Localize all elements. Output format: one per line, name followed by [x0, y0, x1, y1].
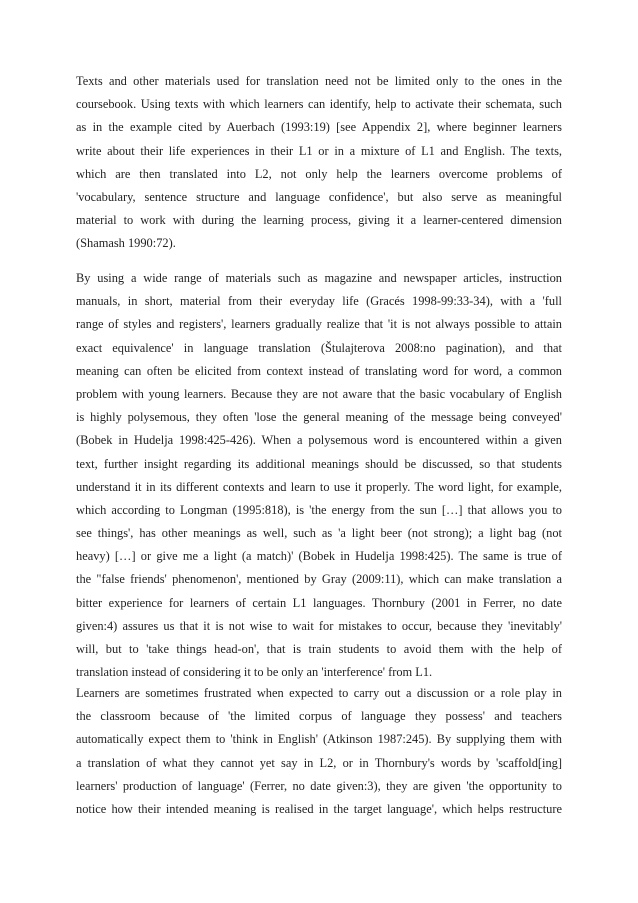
text-line: a translation of what they cannot yet say in L2, or in Thornbury's words by 'scaffold[ing] — [76, 755, 562, 770]
text-line: problem with young learners. Because they are not aware that the basic vocabulary of English — [76, 386, 562, 401]
text-line: 'vocabulary, sentence structure and language confidence', but also serve as meaningful — [76, 189, 562, 204]
text-line: coursebook. Using texts with which learners can identify, help to activate their schemata, such — [76, 97, 562, 112]
text-line: heavy) […] or give me a light (a match)' (Bobek in Hudelja 1998:425). The same is true of — [76, 549, 562, 564]
text-line: understand it in its different contexts and learn to use it properly. The word light, for example, — [76, 479, 562, 494]
text-line: as in the example cited by Auerbach (1993:19) [see Appendix 2], where beginner learners — [76, 120, 562, 135]
text-line: which are then translated into L2, not only help the learners overcome problems of — [76, 166, 562, 181]
text-line: the classroom because of 'the limited corpus of language they possess' and teachers — [76, 709, 562, 724]
text-line: By using a wide range of materials such as magazine and newspaper articles, instruction — [76, 271, 562, 285]
text-line: automatically expect them to 'think in English' (Atkinson 1987:245). By supplying them with — [76, 732, 562, 747]
text-line: text, further insight regarding its additional meanings should be discussed, so that students — [76, 456, 562, 471]
text-line: material to work with during the learning process, giving it a learner-centered dimension — [76, 213, 562, 228]
text-line: learners' production of language' (Ferrer, no date given:3), they are given 'the opportunity to — [76, 778, 562, 793]
text-line: write about their life experiences in their L1 or in a mixture of L1 and English. The texts, — [76, 143, 562, 158]
text-line: which according to Longman (1995:818), is 'the energy from the sun […] that allows you to — [76, 502, 562, 517]
text-line: translation instead of considering it to be only an 'interference' from L1. — [76, 665, 433, 680]
paragraph — [76, 682, 562, 821]
text-line: Texts and other materials used for translation need not be limited only to the ones in the — [76, 74, 562, 88]
text-line: notice how their intended meaning is realised in the target language', which helps restructure — [76, 801, 562, 816]
text-line: (Shamash 1990:72). — [76, 236, 176, 251]
text-line: the "false friends' phenomenon', mentioned by Gray (2009:11), which can make translation a — [76, 572, 562, 587]
text-line: bitter experience for learners of certain L1 languages. Thornbury (2001 in Ferrer, no date — [76, 595, 562, 610]
text-line: exact equivalence' in language translation (Štulajterova 2008:no pagination), and that — [76, 340, 562, 355]
text-line: is highly polysemous, they often 'lose the general meaning of the message being conveyed' — [76, 410, 562, 425]
paragraph — [76, 267, 562, 684]
text-line: will, but to 'take things head-on', that is train students to avoid them with the help of — [76, 642, 562, 656]
text-line: Learners are sometimes frustrated when expected to carry out a discussion or a role play in — [76, 686, 562, 700]
text-line: (Bobek in Hudelja 1998:425-426). When a polysemous word is encountered within a given — [76, 433, 562, 448]
text-line: given:4) assures us that it is not wise to wait for mistakes to occur, because they 'inevitably' — [76, 618, 562, 633]
text-line: meaning can often be elicited from context instead of translating word for word, a common — [76, 363, 562, 378]
text-line: manuals, in short, material from their everyday life (Gracés 1998-99:33-34), with a 'full — [76, 294, 562, 309]
paragraph — [76, 70, 562, 256]
text-line: range of styles and registers', learners gradually realize that 'it is not always possible to attain — [76, 317, 562, 332]
text-line: see things', has other meanings as well, such as 'a light beer (not strong); a light bag (not — [76, 526, 562, 541]
